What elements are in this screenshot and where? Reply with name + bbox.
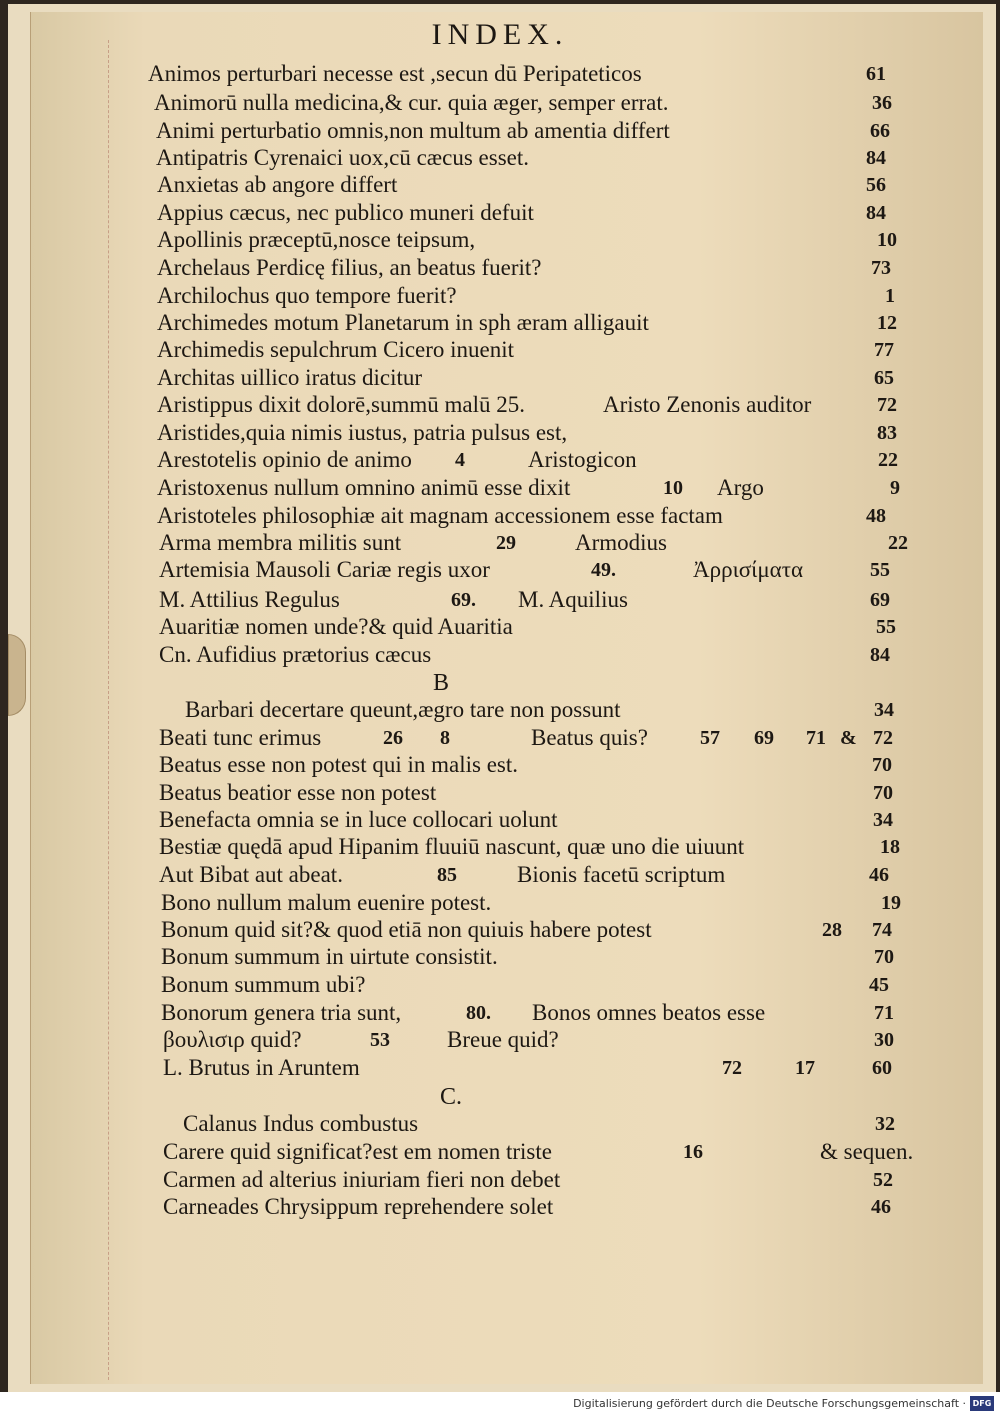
entry-text: Bonum summum ubi? [161,972,366,997]
index-entry [0,1166,1000,1194]
page-number: 60 [872,1057,892,1079]
page-number: 8 [440,727,450,749]
page-number: 70 [873,782,893,804]
page-number: 69 [754,727,774,749]
index-entry [0,779,1000,807]
entry-text: Antipatris Cyrenaici uox,cū cæcus esset. [156,145,530,170]
index-entry [0,669,1000,697]
page-number: 71 [806,727,826,749]
page-number: 84 [870,644,890,666]
entry-text: Archimedis sepulchrum Cicero inuenit [157,337,515,362]
page-number: & [840,727,857,749]
index-entry [0,613,1000,641]
index-entry [0,889,1000,917]
dfg-logo: DFG [970,1396,994,1411]
page-number: 22 [878,449,898,471]
entry-text: Archilochus quo tempore fuerit? [157,283,457,308]
entry-text: Carere quid significat?est em nomen triste [163,1139,552,1164]
page-number: 70 [874,946,894,968]
page-number: 56 [866,174,886,196]
index-entry [0,641,1000,669]
entry-text: Bonorum genera tria sunt, [161,1000,402,1025]
entry-text: Aristoteles philosophiæ ait magnam accessionem esse factam [157,503,723,528]
page-number: 22 [888,532,908,554]
page-number: 55 [870,559,890,581]
index-entry [0,419,1000,447]
index-entry [0,199,1000,227]
index-entry [0,861,1000,889]
index-entry [0,751,1000,779]
page-number: 18 [880,836,900,858]
page-number: 85 [437,864,457,886]
entry-text: Aut Bibat aut abeat. [159,862,343,887]
entry-text: Breue quid? [447,1027,559,1052]
entry-text: Carmen ad alterius iniuriam fieri non debet [163,1167,561,1192]
entry-text: Beatus beatior esse non potest [159,780,437,805]
entry-text: Archelaus Perdicę filius, an beatus fuerit? [157,255,542,280]
page-number: 72 [877,394,897,416]
entry-text: Archimedes motum Planetarum in sph æram alligauit [157,310,649,335]
index-entry [0,833,1000,861]
footer-bar [0,1392,1000,1418]
page-number: 65 [874,367,894,389]
page-number: 70 [872,754,892,776]
entry-text: Bonum quid sit?& quod etiā non quiuis habere potest [161,917,652,942]
entry-text: Bonos omnes beatos esse [532,1000,766,1025]
index-entry [0,446,1000,474]
page-number: 53 [370,1029,390,1051]
entry-text: L. Brutus in Aruntem [163,1055,360,1080]
entry-text: Cn. Aufidius prætorius cæcus [159,642,432,667]
page-number: 34 [874,699,894,721]
page-number: 49. [591,559,616,581]
entry-text: Arestotelis opinio de animo [157,447,412,472]
entry-text: Bonum summum in uirtute consistit. [161,944,498,969]
index-entry [0,999,1000,1027]
entry-text: Bestiæ quędā apud Hipanim fluuiū nascunt, quæ uno die uiuunt [159,834,745,859]
entry-text: Beatus quis? [531,725,648,750]
page-number: 52 [873,1169,893,1191]
index-entry [0,117,1000,145]
page-number: 46 [871,1196,891,1218]
index-entry [0,1193,1000,1221]
page-number: 10 [663,477,683,499]
index-entry [0,1026,1000,1054]
page-number: 84 [866,202,886,224]
index-entry [0,502,1000,530]
entry-text: Beatus esse non potest qui in malis est. [159,752,519,777]
page-number: 72 [873,727,893,749]
page-number: 28 [822,919,842,941]
index-entry [0,89,1000,117]
index-entry [0,943,1000,971]
entry-text: Artemisia Mausoli Cariæ regis uxor [159,557,490,582]
index-entry [0,309,1000,337]
index-entry [0,171,1000,199]
entry-text: Auaritiæ nomen unde?& quid Auaritia [159,614,513,639]
index-entry [0,1138,1000,1166]
index-entry [0,696,1000,724]
entry-text: Benefacta omnia se in luce collocari uolunt [159,807,558,832]
index-entry [0,364,1000,392]
entry-text: Animi perturbatio omnis,non multum ab amentia differt [156,118,670,143]
page-number: 32 [875,1113,895,1135]
entry-text: Architas uillico iratus dicitur [157,365,423,390]
page-number: 1 [885,285,895,307]
index-entry [0,916,1000,944]
entry-text: Aristoxenus nullum omnino animū esse dixit [157,475,571,500]
page-number: 66 [870,120,890,142]
index-entry [0,254,1000,282]
page-number: 74 [872,919,892,941]
footer-credit: Digitalisierung gefördert durch die Deutsche Forschungsgemeinschaft · [573,1397,966,1410]
page-number: 77 [874,339,894,361]
page-number: 29 [496,532,516,554]
index-entry [0,474,1000,502]
page-number: 34 [873,809,893,831]
letter-heading: C. [440,1084,463,1110]
index-entry [0,971,1000,999]
page-number: 55 [876,616,896,638]
page-number: 4 [455,449,465,471]
index-entry [0,1054,1000,1082]
index-entry [0,336,1000,364]
index-entry [0,556,1000,584]
page-number: 9 [890,477,900,499]
entry-text: βουλισιρ quid? [163,1027,302,1052]
entry-text: Apollinis præceptū,nosce teipsum, [157,227,476,252]
page-number: 69. [451,589,476,611]
page-number: 84 [866,147,886,169]
page-number: 17 [795,1057,815,1079]
index-entry [0,1110,1000,1138]
entry-text: Barbari decertare queunt,ægro tare non possunt [185,697,621,722]
page-number: 48 [866,505,886,527]
page-number: 83 [877,422,897,444]
entry-text: Aristippus dixit dolorē,summū malū 25. [157,392,525,417]
entry-text: M. Aquilius [518,587,628,612]
letter-heading: B [433,670,450,696]
entry-text: Bono nullum malum euenire potest. [161,890,492,915]
page-number: 71 [874,1002,894,1024]
entry-text: Beati tunc erimus [159,725,322,750]
entry-text: Ἀρρισίματα [693,557,804,582]
index-entry [0,724,1000,752]
page-number: 45 [869,974,889,996]
page-number: 80. [466,1002,491,1024]
index-entry [0,60,1000,88]
index-entry [0,1083,1000,1111]
page-number: 57 [700,727,720,749]
page-number: 72 [722,1057,742,1079]
entry-text: Appius cæcus, nec publico muneri defuit [157,200,534,225]
entry-text: M. Attilius Regulus [159,587,340,612]
entry-text: Bionis facetū scriptum [517,862,726,887]
entry-text: Aristogicon [528,447,637,472]
page-number: 19 [881,892,901,914]
entry-text: Aristo Zenonis auditor [603,392,812,417]
entry-text: Anxietas ab angore differt [157,172,398,197]
entry-text: Argo [717,475,764,500]
page-number: 46 [869,864,889,886]
index-entry [0,586,1000,614]
index-entry [0,806,1000,834]
entry-text: Arma membra militis sunt [159,530,402,555]
page-number: 61 [866,63,886,85]
entry-text: Armodius [575,530,667,555]
entry-text: & sequen. [820,1139,914,1164]
entry-text: Aristides,quia nimis iustus, patria pulsus est, [157,420,568,445]
index-entry [0,282,1000,310]
page-number: 36 [872,92,892,114]
page-title: INDEX. [431,18,569,51]
entry-text: Animorū nulla medicina,& cur. quia æger, semper errat. [154,90,669,115]
index-entry [0,226,1000,254]
page-number: 12 [877,312,897,334]
page-number: 30 [874,1029,894,1051]
page-number: 73 [871,257,891,279]
entry-text: Calanus Indus combustus [183,1111,419,1136]
entry-text: Carneades Chrysippum reprehendere solet [163,1194,554,1219]
index-entry [0,529,1000,557]
page-number: 10 [877,229,897,251]
page-number: 16 [683,1141,703,1163]
entry-text: Animos perturbari necesse est ,secun dū Peripateticos [148,61,642,86]
index-entry [0,144,1000,172]
page-number: 26 [383,727,403,749]
index-entry [0,391,1000,419]
page-number: 69 [870,589,890,611]
